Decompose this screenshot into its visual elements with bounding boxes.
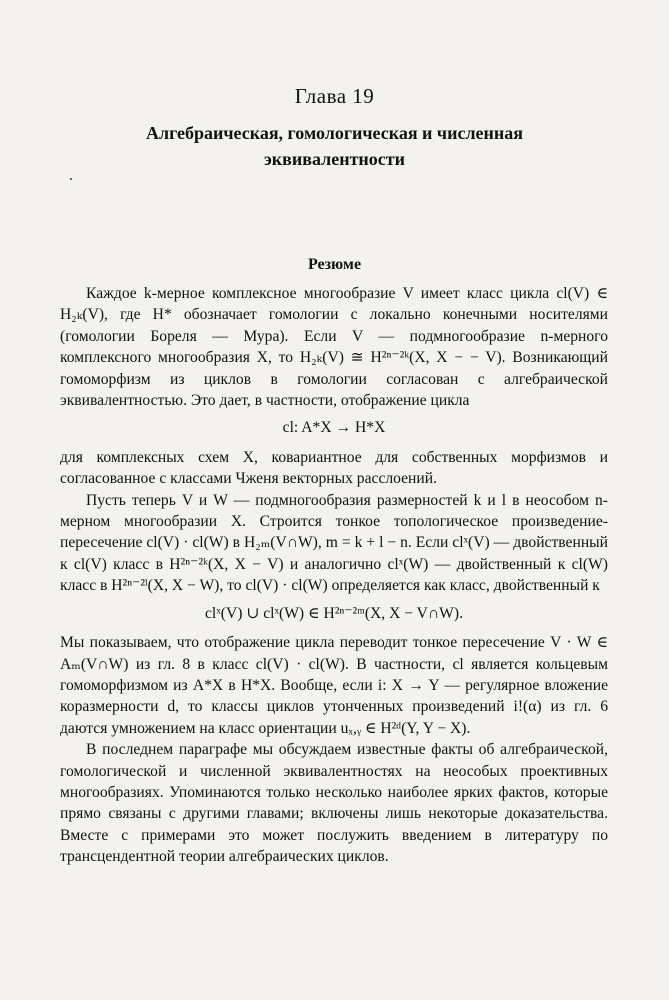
print-speck xyxy=(70,178,72,180)
formula-cup-product: clˣ(V) ∪ clˣ(W) ∈ H²ⁿ⁻²ᵐ(X, X − V∩W). xyxy=(204,604,463,622)
paragraph-1-continued: для комплексных схем X, ковариантное для собственных морфизмов и согласованное с классами Чженя векторных расслоений. xyxy=(60,448,608,488)
chapter-subtitle xyxy=(60,120,609,172)
formula-cycle-map: cl: A*X → H*X xyxy=(282,419,386,437)
chapter-subtitle-line-1: Алгебраическая, гомологическая и численная xyxy=(145,123,524,143)
body-text xyxy=(60,283,608,868)
section-heading: Резюме xyxy=(307,256,362,273)
paragraph-4: В последнем параграфе мы обсуждаем известные факты об алгебраической, гомологической и численной эквивалентностях на неособых проективных многообразиях. Упоминаются только несколько наиболее ярких фактов, которые прямо связаны с другими главами; включены лишь некоторые доказательства. Вместе с примерами это может послужить введением в литературу по трансцендентной теории алгебраических циклов. xyxy=(60,741,608,866)
chapter-title: Глава 19 xyxy=(294,84,375,108)
paragraph-1: Каждое k-мерное комплексное многообразие V имеет класс цикла cl(V) ∈ H₂ₖ(V), где H* обозначает гомологии с локально конечными носителями (гомологии Бореля — Мура). Если V — подмногообразие n-мерного комплексного многообразия X, то H₂ₖ(V) ≅ H²ⁿ⁻²ᵏ(X, X − − V). Возникающий гомоморфизм из циклов в гомологии согласован с алгебраической эквивалентностью. Это дает, в частности, отображение цикла xyxy=(60,285,608,410)
paragraph-3: Мы показываем, что отображение цикла переводит тонкое пересечение V · W ∈ Aₘ(V∩W) из гл. 8 в класс cl(V) · cl(W). В частности, cl является кольцевым гомоморфизмом из A*X в H*X. Вообще, если i: X → Y — регулярное вложение коразмерности d, то классы циклов утонченных произведений i!(α) из гл. 6 даются умножением на класс ориентации uₓ,ᵧ ∈ H²ᵈ(Y, Y − X). xyxy=(60,634,608,737)
chapter-subtitle-line-2: эквивалентности xyxy=(264,149,405,169)
paragraph-2: Пусть теперь V и W — подмногообразия размерностей k и l в неособом n-мерном многообразии X. Строится тонкое топологическое произведение-пересечение cl(V) · cl(W) в H₂ₘ(V∩W), m = k + l − n. Если clˣ(V) — двойственный к cl(V) класс в H²ⁿ⁻²ᵏ(X, X − V) и аналогично clˣ(W) — двойственный к cl(W) класс в H²ⁿ⁻²ˡ(X, X − W), то cl(V) · cl(W) определяется как класс, двойственный к xyxy=(60,491,608,595)
